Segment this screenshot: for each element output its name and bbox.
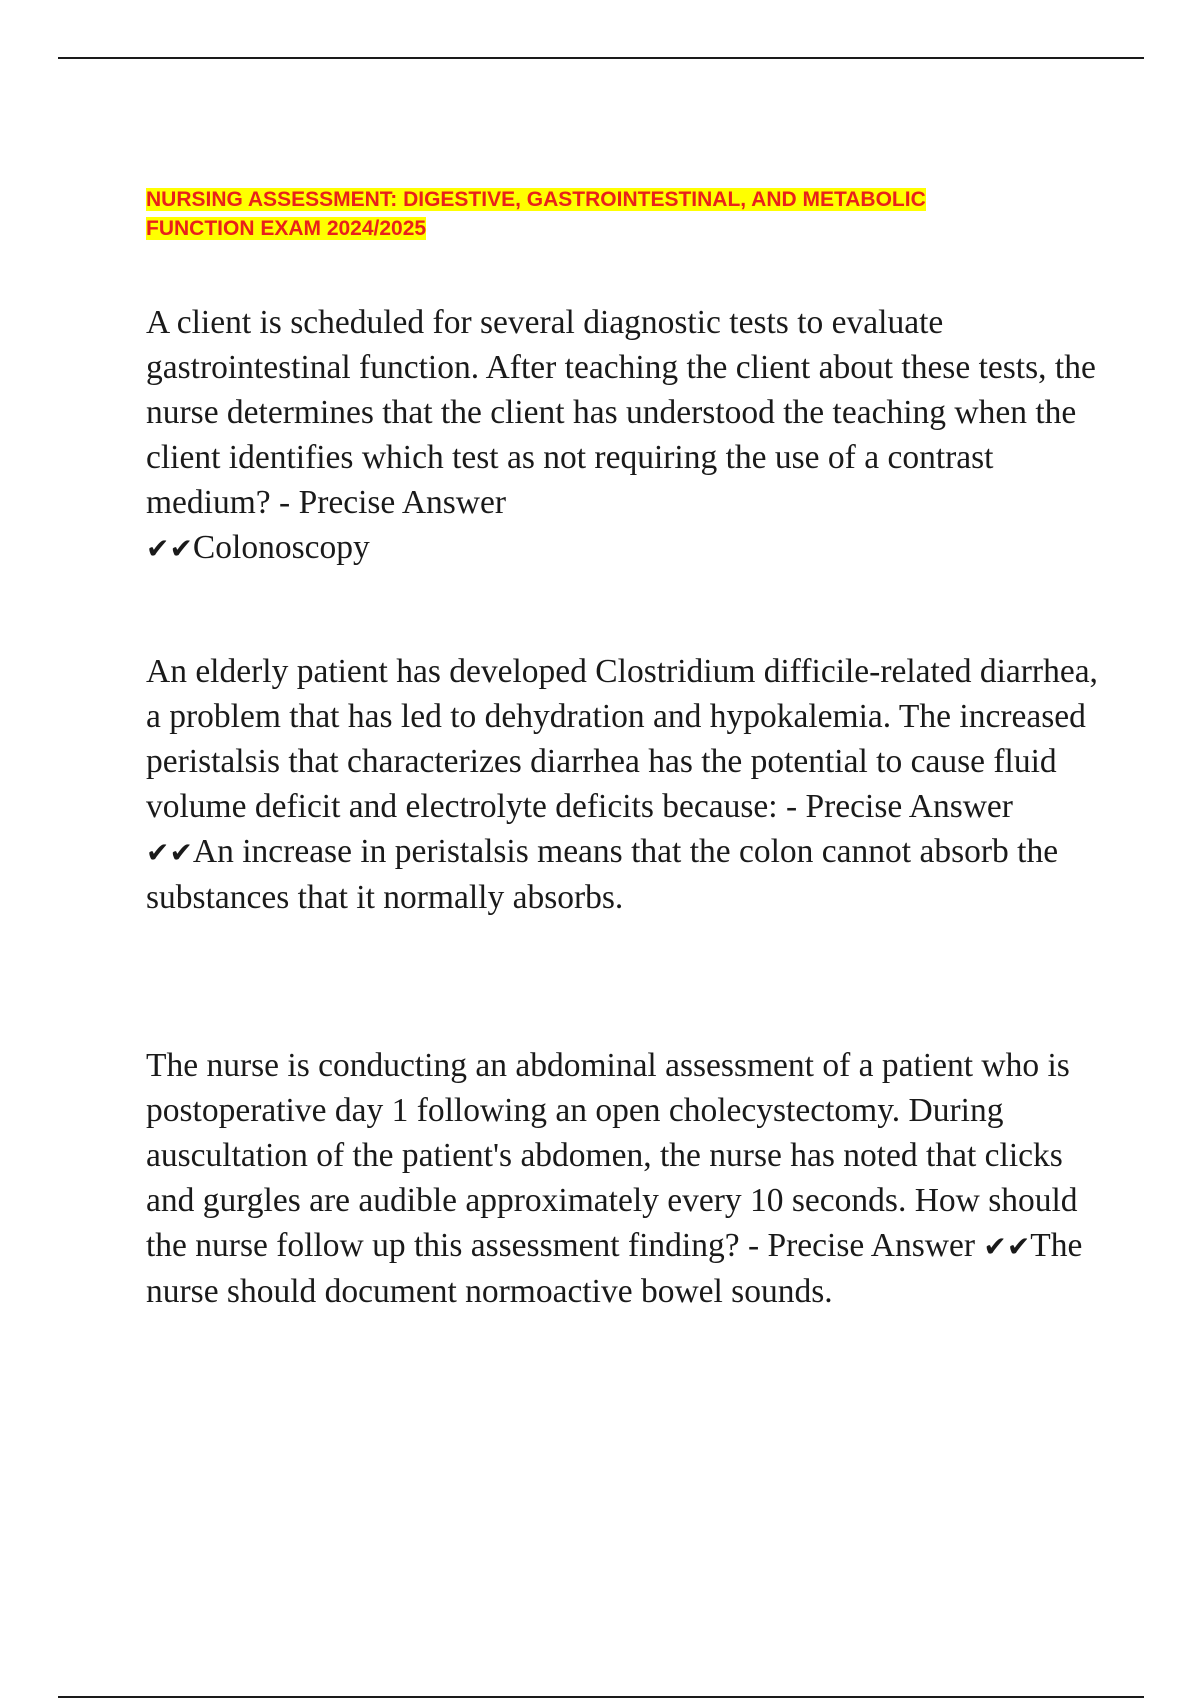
answer-text: An increase in peristalsis means that the colon cannot absorb the substances that it normally absorbs. — [146, 833, 1059, 916]
top-divider — [58, 57, 1144, 59]
double-check-icon: ✔✔ — [146, 836, 193, 869]
title-line-2: FUNCTION EXAM 2024/2025 — [146, 217, 427, 240]
document-title — [146, 185, 1066, 243]
question-text: An elderly patient has developed Clostridium difficile-related diarrhea, a problem that has led to dehydration and hypokalemia. The increased peristalsis that characterizes diarrhea has the potential to cause fluid volume deficit and electrolyte deficits because: - Precise Answer — [146, 653, 1098, 825]
question-text: A client is scheduled for several diagnostic tests to evaluate gastrointestinal function. After teaching the client about these tests, the nurse determines that the client has understood the teaching when the client identifies which test as not requiring the use of a contrast medium? - Precise Answer — [146, 304, 1096, 521]
double-check-icon: ✔✔ — [146, 532, 193, 565]
qa-item-1 — [146, 300, 1106, 571]
title-line-1: NURSING ASSESSMENT: DIGESTIVE, GASTROINTESTINAL, AND METABOLIC — [146, 188, 926, 211]
qa-item-2 — [146, 649, 1106, 920]
answer-text: Colonoscopy — [192, 529, 370, 566]
question-text: The nurse is conducting an abdominal assessment of a patient who is postoperative day 1 following an open cholecystectomy. During auscultation of the patient's abdomen, the nurse has noted that clicks and gurgles are audible approximately every 10 seconds. How should the nurse follow up this assessment finding? - Precise Answer — [146, 1047, 1078, 1264]
bottom-divider — [58, 1696, 1144, 1698]
double-check-icon: ✔✔ — [983, 1230, 1031, 1263]
qa-item-3 — [146, 1043, 1106, 1314]
answer-text: The nurse should document normoactive bowel sounds. — [146, 1227, 1083, 1310]
